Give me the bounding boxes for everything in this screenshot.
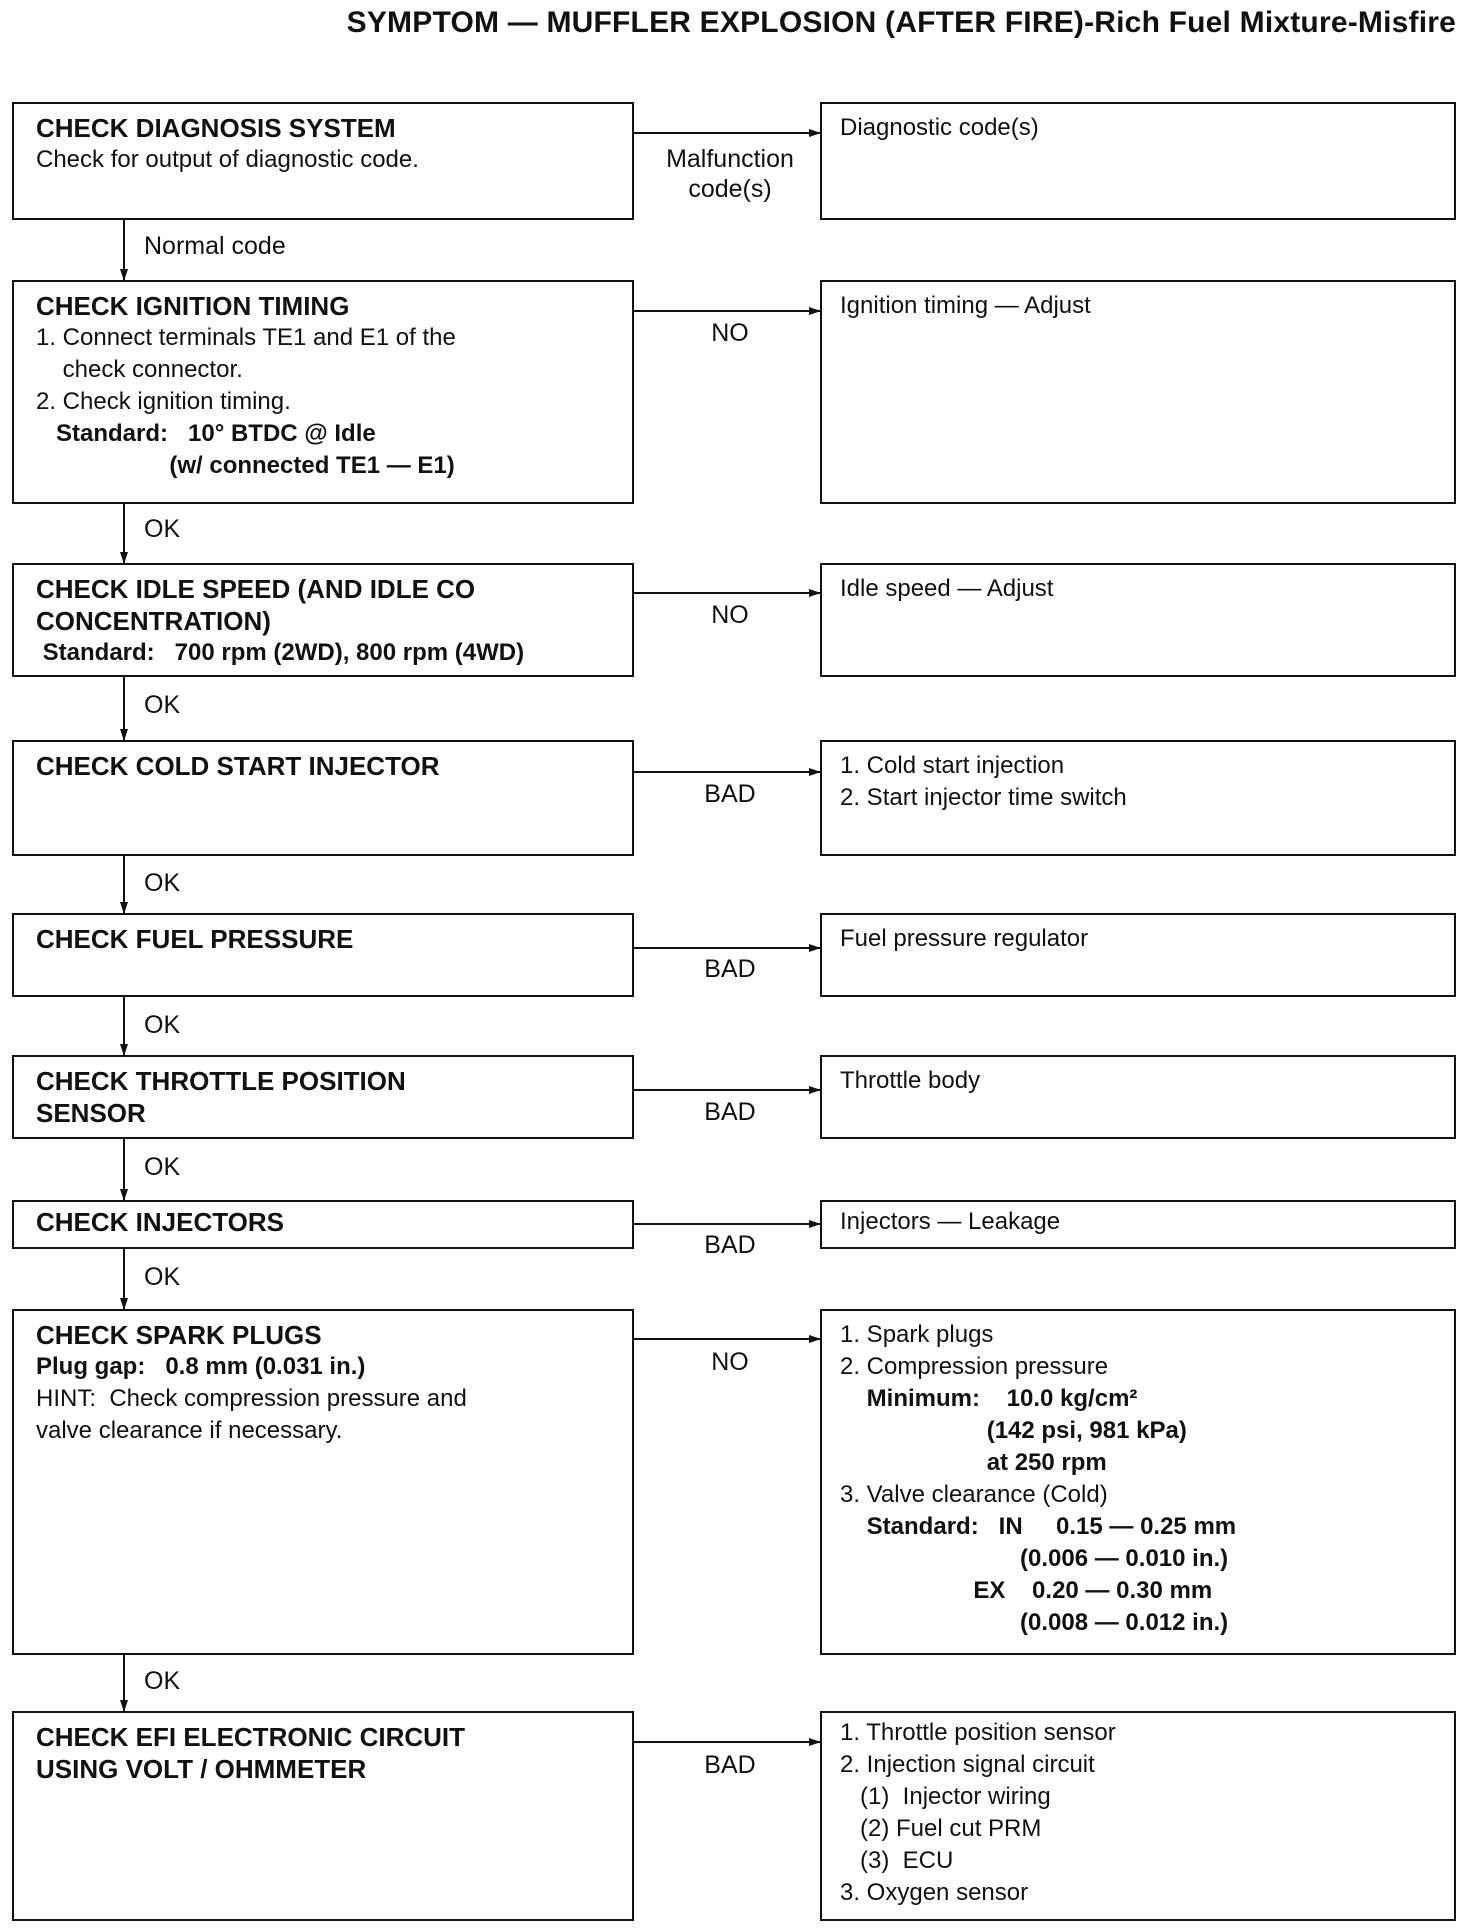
step-box-idle-speed <box>12 563 634 677</box>
result-box-ignition-timing <box>820 280 1456 504</box>
result-line: at 250 rpm <box>840 1449 1107 1476</box>
result-line: Diagnostic code(s) <box>840 114 1039 141</box>
step-heading: CHECK IGNITION TIMING <box>36 291 350 321</box>
step-spec: Standard: 700 rpm (2WD), 800 rpm (4WD) <box>36 639 525 666</box>
step-heading: CHECK INJECTORS <box>36 1207 285 1237</box>
result-line: (2) Fuel cut PRM <box>840 1815 1042 1842</box>
result-line: (0.008 — 0.012 in.) <box>840 1609 1229 1636</box>
flow-label: OK <box>144 1011 181 1039</box>
step-box-ignition-timing <box>12 280 634 504</box>
result-line: 3. Valve clearance (Cold) <box>840 1481 1108 1508</box>
step-box-cold-start-injector <box>12 740 634 856</box>
result-box-efi-circuit <box>820 1711 1456 1921</box>
result-box-fuel-pressure <box>820 913 1456 997</box>
step-body: HINT: Check compression pressure and <box>36 1385 467 1412</box>
branch-label: BAD <box>704 955 756 983</box>
flow-label: OK <box>144 1667 181 1695</box>
result-box-idle-speed <box>820 563 1456 677</box>
result-box-diagnostic-codes <box>820 102 1456 220</box>
page-title: SYMPTOM — MUFFLER EXPLOSION (AFTER FIRE)-Rich Fuel Mixture-Misfire <box>346 6 1456 39</box>
result-line: Throttle body <box>840 1067 981 1094</box>
result-line: Standard: IN 0.15 — 0.25 mm <box>840 1513 1237 1540</box>
branch-label: BAD <box>704 1098 756 1126</box>
step-box-throttle-position-sensor <box>12 1055 634 1139</box>
step-spec: (w/ connected TE1 — E1) <box>36 452 455 479</box>
step-box-diagnosis-system <box>12 102 634 220</box>
branch-label: BAD <box>704 1751 756 1779</box>
result-line: Minimum: 10.0 kg/cm² <box>840 1385 1138 1412</box>
result-line: 1. Spark plugs <box>840 1321 994 1348</box>
step-heading: CHECK COLD START INJECTOR <box>36 751 440 781</box>
step-spec: Standard: 10° BTDC @ Idle <box>36 420 376 447</box>
result-line: Injectors — Leakage <box>840 1208 1061 1235</box>
branch-label: NO <box>711 319 749 347</box>
branch-label: Malfunction code(s) <box>666 145 794 203</box>
step-heading: CHECK THROTTLE POSITION <box>36 1066 406 1096</box>
step-body: valve clearance if necessary. <box>36 1417 343 1444</box>
step-heading: CHECK DIAGNOSIS SYSTEM <box>36 113 396 143</box>
step-heading: USING VOLT / OHMMETER <box>36 1754 367 1784</box>
result-line: Idle speed — Adjust <box>840 575 1054 602</box>
result-box-injectors <box>820 1200 1456 1249</box>
step-body: 2. Check ignition timing. <box>36 388 291 415</box>
result-line: 3. Oxygen sensor <box>840 1879 1029 1906</box>
step-box-fuel-pressure <box>12 913 634 997</box>
branch-label: BAD <box>704 780 756 808</box>
result-line: (1) Injector wiring <box>840 1783 1051 1810</box>
step-spec: Plug gap: 0.8 mm (0.031 in.) <box>36 1353 366 1380</box>
step-heading: CONCENTRATION) <box>36 606 271 636</box>
result-line: (142 psi, 981 kPa) <box>840 1417 1187 1444</box>
step-heading: CHECK EFI ELECTRONIC CIRCUIT <box>36 1722 465 1752</box>
result-line: Fuel pressure regulator <box>840 925 1089 952</box>
step-body: check connector. <box>36 356 243 383</box>
result-box-cold-start <box>820 740 1456 856</box>
branch-label: BAD <box>704 1231 756 1259</box>
result-line: Ignition timing — Adjust <box>840 292 1091 319</box>
flow-label: OK <box>144 1153 181 1181</box>
flow-label: OK <box>144 515 181 543</box>
step-heading: CHECK SPARK PLUGS <box>36 1320 322 1350</box>
flow-label: OK <box>144 869 181 897</box>
result-box-spark-plugs <box>820 1309 1456 1655</box>
step-box-injectors <box>12 1200 634 1249</box>
result-box-throttle-body <box>820 1055 1456 1139</box>
result-line: 1. Throttle position sensor <box>840 1719 1116 1746</box>
result-line: (3) ECU <box>840 1847 954 1874</box>
result-line: (0.006 — 0.010 in.) <box>840 1545 1229 1572</box>
result-line: 2. Injection signal circuit <box>840 1751 1095 1778</box>
step-box-spark-plugs <box>12 1309 634 1655</box>
step-heading: SENSOR <box>36 1098 146 1128</box>
result-line: 2. Start injector time switch <box>840 784 1127 811</box>
branch-label: NO <box>711 1348 749 1376</box>
step-box-efi-electronic-circuit <box>12 1711 634 1921</box>
flow-label: Normal code <box>144 232 286 260</box>
result-line: EX 0.20 — 0.30 mm <box>840 1577 1213 1604</box>
step-heading: CHECK FUEL PRESSURE <box>36 924 354 954</box>
result-line: 1. Cold start injection <box>840 752 1065 779</box>
step-body: 1. Connect terminals TE1 and E1 of the <box>36 324 456 351</box>
flow-label: OK <box>144 691 181 719</box>
flow-label: OK <box>144 1263 181 1291</box>
step-heading: CHECK IDLE SPEED (AND IDLE CO <box>36 574 476 604</box>
step-body: Check for output of diagnostic code. <box>36 146 419 173</box>
result-line: 2. Compression pressure <box>840 1353 1109 1380</box>
branch-label: NO <box>711 601 749 629</box>
